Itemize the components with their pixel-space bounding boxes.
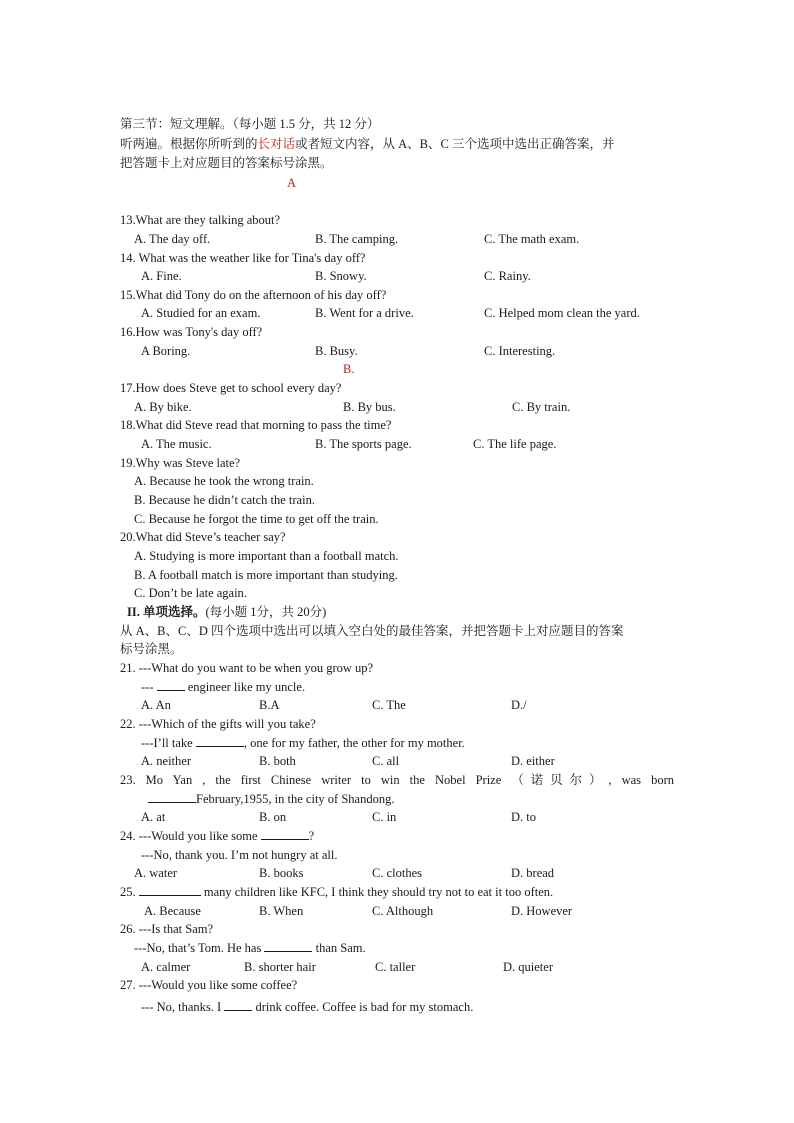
q16-option-c: C. Interesting.: [484, 344, 556, 358]
q24-option-c: C. clothes: [372, 866, 422, 880]
q17-option-b: B. By bus.: [343, 400, 396, 414]
answer-blank: [261, 828, 309, 840]
answer-blank: [264, 940, 312, 952]
q16-option-b: B. Busy.: [315, 344, 358, 358]
question-26: 26. ---Is that Sam?: [120, 922, 214, 936]
q24-option-d: D. bread: [511, 866, 555, 880]
q14-option-a: A. Fine.: [141, 269, 182, 283]
question-text: ?: [308, 829, 315, 843]
q20-option-a: A. Studying is more important than a football match.: [134, 549, 399, 563]
q15-option-b: B. Went for a drive.: [315, 306, 414, 320]
q13-option-a: A. The day off.: [134, 232, 211, 246]
question-text: 25.: [120, 885, 139, 899]
q23-option-a: A. at: [141, 810, 166, 824]
q21-option-c: C. The: [372, 698, 406, 712]
q15-option-c: C. Helped mom clean the yard.: [484, 306, 640, 320]
q21-option-d: D./: [511, 698, 527, 712]
section3-instruction-line1: [120, 136, 614, 152]
q22-option-c: C. all: [372, 754, 400, 768]
response-text: ---: [141, 680, 157, 694]
continuation-text: February,1955, in the city of Shandong.: [196, 792, 395, 806]
q22-option-b: B. both: [259, 754, 296, 768]
instruction-text: 听两遍。根据你所听到的: [120, 137, 258, 151]
q21-response: [141, 679, 305, 695]
q14-option-c: C. Rainy.: [484, 269, 531, 283]
question-14: 14. What was the weather like for Tina's day off?: [120, 251, 366, 265]
question-13: 13.What are they talking about?: [120, 213, 281, 227]
q18-option-c: C. The life page.: [473, 437, 557, 451]
q14-option-b: B. Snowy.: [315, 269, 367, 283]
q13-option-b: B. The camping.: [315, 232, 399, 246]
q26-option-d: D. quieter: [503, 960, 553, 974]
question-18: 18.What did Steve read that morning to pass the time?: [120, 418, 392, 432]
q15-option-a: A. Studied for an exam.: [141, 306, 261, 320]
q18-option-b: B. The sports page.: [315, 437, 412, 451]
instruction-highlight: 长对话: [257, 137, 296, 151]
question-text: 24. ---Would you like some: [120, 829, 261, 843]
part2-instruction-line2: 标号涂黑。: [120, 642, 183, 656]
question-21: 21. ---What do you want to be when you grow up?: [120, 661, 374, 675]
q23-continuation: [148, 791, 394, 807]
q17-option-a: A. By bike.: [134, 400, 192, 414]
response-text: than Sam.: [312, 941, 366, 955]
q23-option-c: C. in: [372, 810, 397, 824]
question-17: 17.How does Steve get to school every day?: [120, 381, 342, 395]
q26-option-c: C. taller: [375, 960, 416, 974]
response-text: --- No, thanks. I: [141, 1000, 225, 1014]
q22-option-a: A. neither: [141, 754, 191, 768]
answer-blank: [196, 735, 244, 747]
answer-blank: [157, 679, 185, 691]
q19-option-c: C. Because he forgot the time to get off the train.: [134, 512, 379, 526]
q17-option-c: C. By train.: [512, 400, 571, 414]
question-27: 27. ---Would you like some coffee?: [120, 978, 298, 992]
instruction-text: 或者短文内容，从 A、B、C 三个选项中选出正确答案，并: [295, 137, 615, 151]
answer-blank: [139, 884, 201, 896]
section3-instruction-line2: 把答题卡上对应题目的答案标号涂黑。: [120, 156, 333, 170]
q21-option-b: B.A: [259, 698, 280, 712]
q16-option-a: A Boring.: [141, 344, 191, 358]
q26-response: [134, 940, 366, 956]
q13-option-c: C. The math exam.: [484, 232, 580, 246]
q20-option-b: B. A football match is more important than studying.: [134, 568, 398, 582]
question-20: 20.What did Steve’s teacher say?: [120, 530, 286, 544]
response-text: ---No, that’s Tom. He has: [134, 941, 265, 955]
response-text: engineer like my uncle.: [184, 680, 306, 694]
q23-option-d: D. to: [511, 810, 536, 824]
q21-option-a: A. An: [141, 698, 171, 712]
question-text: many children like KFC, I think they should try not to eat it too often.: [200, 885, 554, 899]
q25-option-b: B. When: [259, 904, 304, 918]
part2-title: II. 单项选择。: [127, 605, 206, 619]
question-25: [120, 884, 553, 900]
audio-marker-b: B.: [343, 362, 355, 376]
question-23: 23. Mo Yan , the first Chinese writer to win the Nobel Prize （诺贝尔）, was born: [120, 773, 674, 787]
section3-title: 第三节：短文理解。（每小题 1.5 分，共 12 分）: [120, 117, 380, 131]
q24-option-b: B. books: [259, 866, 304, 880]
q25-option-c: C. Although: [372, 904, 434, 918]
q19-option-b: B. Because he didn’t catch the train.: [134, 493, 315, 507]
q24-option-a: A. water: [134, 866, 178, 880]
q26-option-a: A. calmer: [141, 960, 191, 974]
q19-option-a: A. Because he took the wrong train.: [134, 474, 314, 488]
question-16: 16.How was Tony's day off?: [120, 325, 263, 339]
answer-blank: [148, 791, 196, 803]
q22-option-d: D. either: [511, 754, 555, 768]
part2-instruction-line1: 从 A、B、C、D 四个选项中选出可以填入空白处的最佳答案，并把答题卡上对应题目的答案: [120, 624, 624, 638]
q24-response: ---No, thank you. I’m not hungry at all.: [141, 848, 338, 862]
question-15: 15.What did Tony do on the afternoon of his day off?: [120, 288, 387, 302]
response-text: ---I’ll take: [141, 736, 196, 750]
q18-option-a: A. The music.: [141, 437, 212, 451]
q25-option-a: A. Because: [144, 904, 201, 918]
part2-score: (每小题 1分，共 20分): [205, 605, 327, 619]
audio-marker-a: A: [287, 176, 297, 190]
response-text: drink coffee. Coffee is bad for my stomach.: [252, 1000, 474, 1014]
question-22: 22. ---Which of the gifts will you take?: [120, 717, 316, 731]
part2-heading: [127, 604, 326, 620]
q20-option-c: C. Don’t be late again.: [134, 586, 247, 600]
answer-blank: [224, 999, 252, 1011]
q26-option-b: B. shorter hair: [244, 960, 316, 974]
question-24: [120, 828, 314, 844]
question-19: 19.Why was Steve late?: [120, 456, 241, 470]
q27-response: [141, 999, 473, 1015]
q22-response: [141, 735, 465, 751]
q23-option-b: B. on: [259, 810, 287, 824]
q25-option-d: D. However: [511, 904, 573, 918]
response-text: , one for my father, the other for my mother.: [243, 736, 465, 750]
